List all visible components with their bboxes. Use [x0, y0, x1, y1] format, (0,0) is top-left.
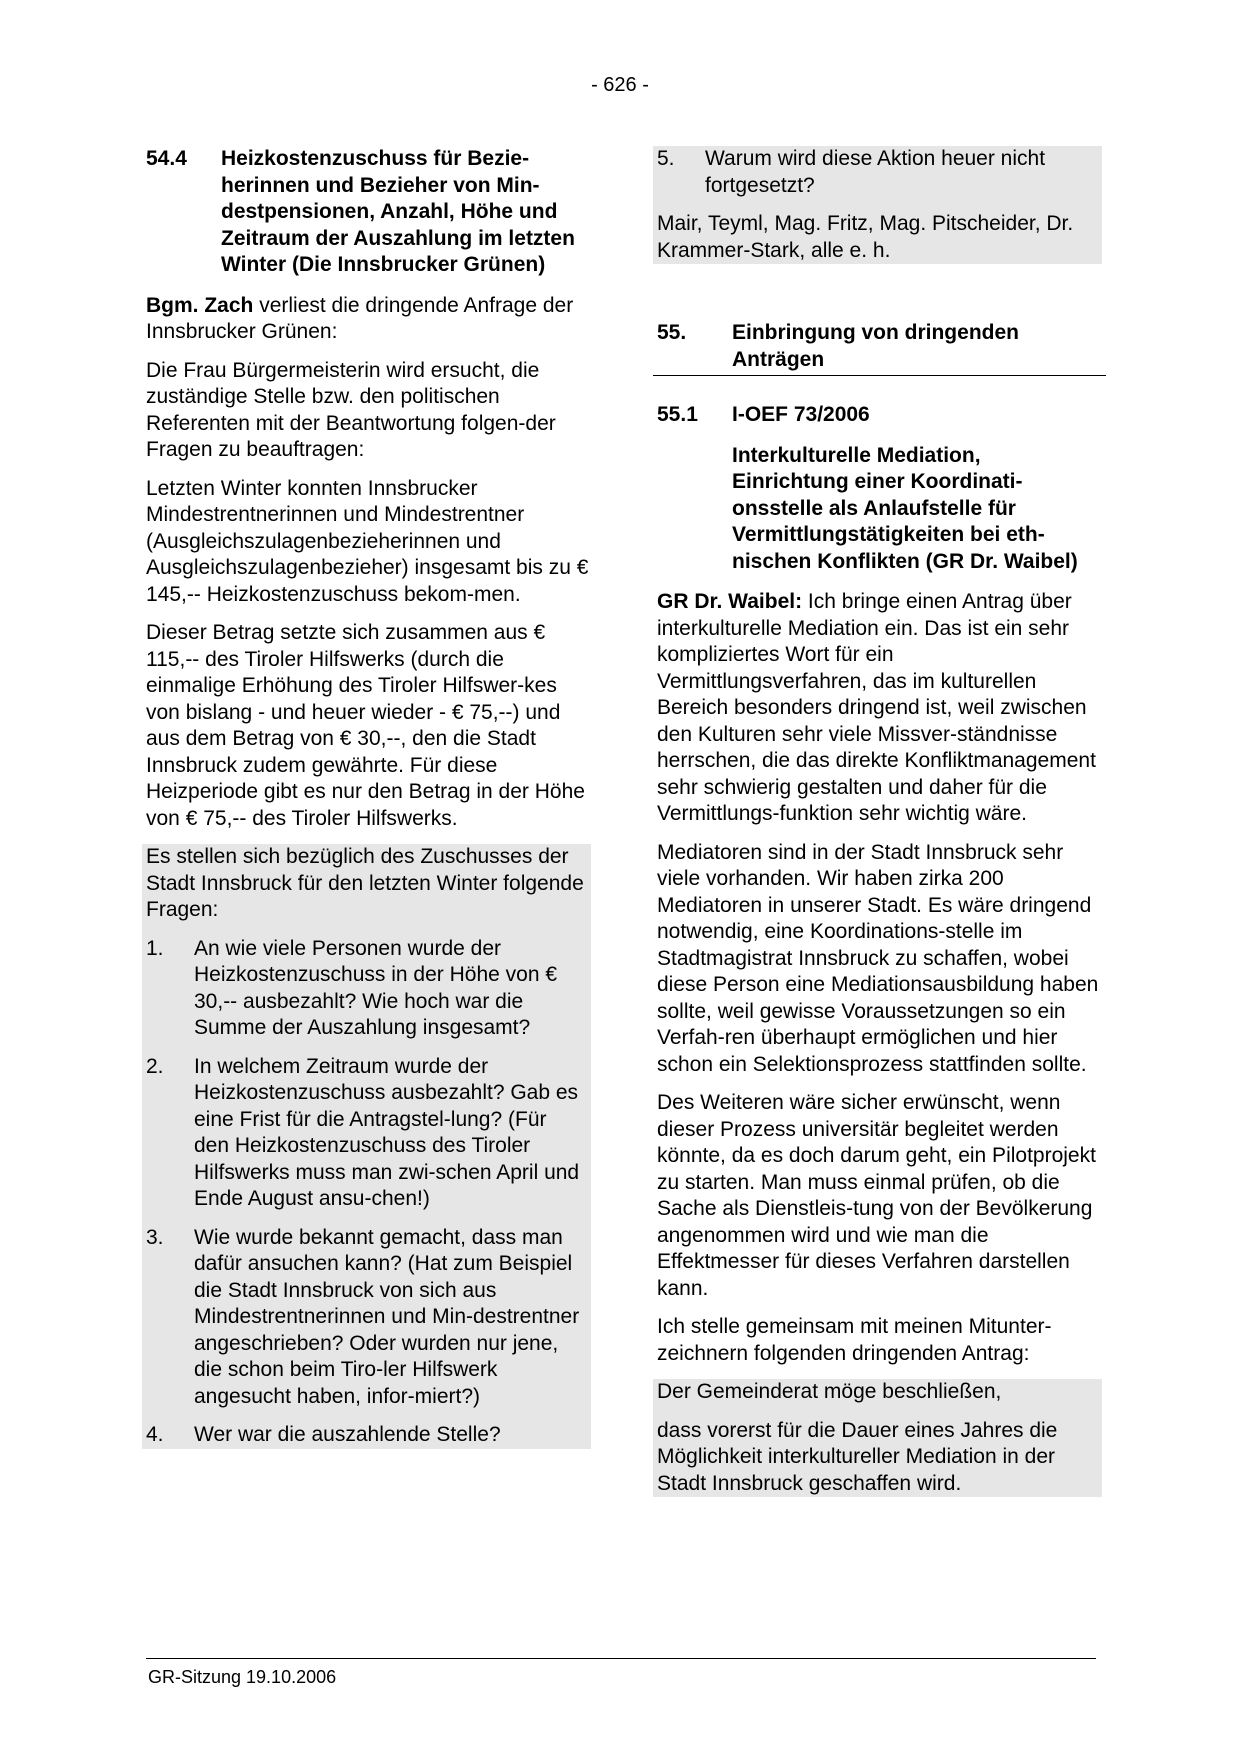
paragraph: Des Weiteren wäre sicher erwünscht, wenn dieser Prozess universitär begleitet werden könnte, da es doch darum geht, ein Pilotprojekt zu starten. Man muss einmal prüfen, ob die Sache als Dienstleis-tung von der Bevölkerung angenommen wird und wie man die Effektmesser für dieses Verfahren darstellen kann.: [657, 1091, 1096, 1300]
question-item: [146, 1054, 587, 1213]
section-subtitle: Interkulturelle Mediation, Einrichtung einer Koordinati-onsstelle als Anlaufstelle für Vermittlungstätigkeiten bei eth-nischen Konflikten (GR Dr. Waibel): [732, 443, 1078, 573]
signatories: Mair, Teyml, Mag. Fritz, Mag. Pitscheider, Dr. Krammer-Stark, alle e. h.: [657, 212, 1074, 262]
section-number: 54.4: [146, 147, 187, 170]
paragraph: Mediatoren sind in der Stadt Innsbruck sehr viele vorhanden. Wir haben zirka 200 Mediatoren in unserer Stadt. Es wäre dringend notwendig, eine Koordinations-stelle im Stadtmagistrat Innsbruck zu schaffen, wobei diese Person eine Mediationsausbildung haben sollte, weil gewisse Voraussetzungen so ein Verfah-ren überhaupt ermöglichen und hier schon ein Selektionsprozess stattfinden sollte.: [657, 840, 1099, 1076]
left-column: [146, 146, 591, 1449]
intro-speaker: Bgm. Zach: [146, 293, 254, 317]
question-text: Warum wird diese Aktion heuer nicht fortgesetzt?: [705, 147, 1046, 197]
section-title: I-OEF 73/2006: [732, 403, 870, 426]
motion-text: dass vorerst für die Dauer eines Jahres die Möglichkeit interkultureller Mediation in der Stadt Innsbruck geschaffen wird.: [657, 1418, 1058, 1495]
intro-text: verliest die dringende Anfrage der Innsbrucker Grünen:: [146, 293, 574, 343]
speaker-text: Ich bringe einen Antrag über interkulturelle Mediation ein. Das ist ein sehr kompliziertes Wort für ein Vermittlungsverfahren, das im kulturellen Bereich besonders dringend ist, weil zwischen den Kulturen sehr viele Missver-ständnisse herrschen, die das direkte Konfliktmanagement sehr schwierig gestalten und daher für die Vermittlungs-funktion sehr wichtig wäre.: [657, 590, 1096, 825]
question-item: [657, 146, 1098, 199]
question-5-block: [653, 146, 1102, 264]
question-text: In welchem Zeitraum wurde der Heizkostenzuschuss ausbezahlt? Gab es eine Frist für die Antragstel-lung? (Für den Heizkostenzuschuss des Tiroler Hilfswerks muss man zwi-schen April und Ende August ansu-chen!): [194, 1054, 580, 1210]
page-number: - 626 -: [591, 74, 649, 96]
question-item: [146, 1225, 587, 1411]
footer-divider: [146, 1658, 1096, 1659]
question-number: 1.: [146, 936, 164, 960]
right-column: [657, 146, 1102, 1497]
question-number: 5.: [657, 147, 675, 170]
section-title: Heizkostenzuschuss für Bezie-herinnen und Bezieher von Min-destpensionen, Anzahl, Höhe und Zeitraum der Auszahlung im letzten Winter (Die Innsbrucker Grünen): [221, 147, 575, 276]
footer-text: GR-Sitzung 19.10.2006: [148, 1667, 337, 1687]
section-heading-55: [657, 320, 1102, 375]
question-number: 2.: [146, 1054, 164, 1078]
section-number: 55.1: [657, 403, 698, 426]
indent-spacer: [657, 443, 732, 576]
question-item: [146, 936, 587, 1042]
questions-intro: Es stellen sich bezüglich des Zuschusses der Stadt Innsbruck für den letzten Winter folgende Fragen:: [146, 845, 584, 921]
section-number: 55.: [657, 321, 687, 344]
motion-block: [653, 1379, 1102, 1497]
motion-intro: Der Gemeinderat möge beschließen,: [657, 1380, 1002, 1403]
question-item: [146, 1422, 587, 1449]
questions-block: [142, 844, 591, 1449]
section-subheading: [657, 443, 1102, 576]
paragraph: Letzten Winter konnten Innsbrucker Mindestrentnerinnen und Mindestrentner (Ausgleichszulagenbezieherinnen und Ausgleichszulagenbezieher) insgesamt bis zu € 145,-- Heizkostenzuschuss bekom-men.: [146, 476, 589, 606]
section-title: Einbringung von dringenden Anträgen: [732, 321, 1019, 371]
question-text: Wie wurde bekannt gemacht, dass man dafür ansuchen kann? (Hat zum Beispiel die Stadt Innsbruck von sich aus Mindestrentnerinnen und Min-destrentner angeschrieben? Oder wurden nur jene, die schon beim Tiro-ler Hilfswerk angesucht haben, infor-miert?): [194, 1225, 580, 1408]
section-heading-54-4: [146, 146, 591, 279]
speaker-paragraph: [657, 589, 1102, 828]
question-text: An wie viele Personen wurde der Heizkostenzuschuss in der Höhe von € 30,-- ausbezahlt? Wie hoch war die Summe der Auszahlung insgesamt?: [194, 936, 558, 1039]
speaker-name: GR Dr. Waibel:: [657, 590, 803, 613]
paragraph: Die Frau Bürgermeisterin wird ersucht, die zuständige Stelle bzw. den politischen Referenten mit der Beantwortung folgen-der Fragen zu beauftragen:: [146, 358, 556, 461]
section-heading-55-1: [657, 402, 1102, 429]
paragraph: Dieser Betrag setzte sich zusammen aus € 115,-- des Tiroler Hilfswerks (durch die einmalige Erhöhung des Tiroler Hilfswer-kes von bislang - und heuer wieder - € 75,--) und aus dem Betrag von € 30,--, den die Stadt Innsbruck zudem gewährte. Für diese Heizperiode gibt es nur den Betrag in der Höhe von € 75,-- des Tiroler Hilfswerks.: [146, 621, 585, 830]
question-number: 3.: [146, 1225, 164, 1249]
question-number: 4.: [146, 1423, 164, 1446]
intro-paragraph: [146, 293, 591, 346]
question-text: Wer war die auszahlende Stelle?: [194, 1423, 501, 1446]
paragraph: Ich stelle gemeinsam mit meinen Mitunter-zeichnern folgenden dringenden Antrag:: [657, 1315, 1052, 1365]
